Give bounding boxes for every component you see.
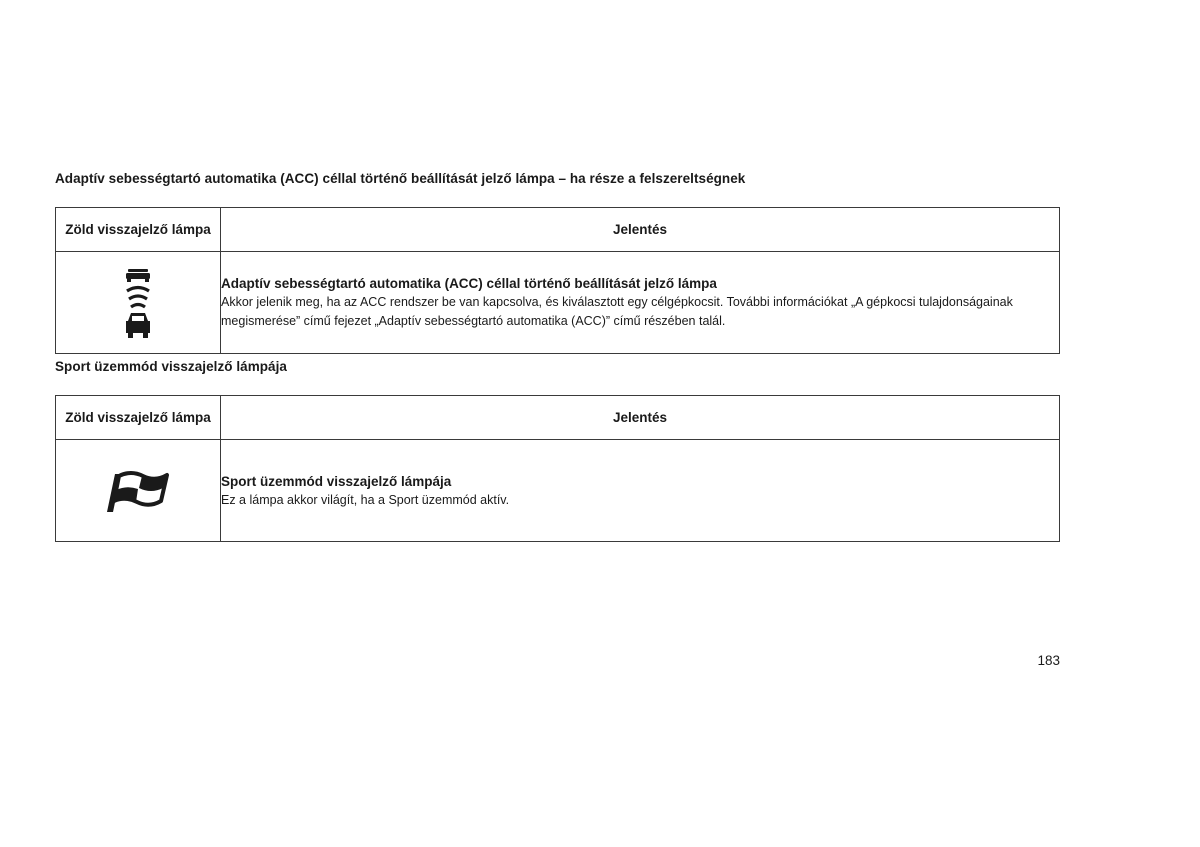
column-header-meaning: Jelentés <box>221 208 1060 252</box>
lamp-icon-cell <box>56 252 221 354</box>
table-row <box>56 440 1060 542</box>
lamp-description-cell <box>221 252 1060 354</box>
sport-flag-icon <box>105 468 171 514</box>
lamp-description: Ez a lámpa akkor világít, ha a Sport üzemmód aktív. <box>221 492 510 507</box>
column-header-lamp: Zöld visszajelző lámpa <box>56 208 221 252</box>
column-header-lamp: Zöld visszajelző lámpa <box>56 396 221 440</box>
page-number: 183 <box>1037 653 1060 668</box>
lamp-title: Adaptív sebességtartó automatika (ACC) céllal történő beállítását jelző lámpa <box>221 276 717 291</box>
section-heading-acc: Adaptív sebességtartó automatika (ACC) céllal történő beállítását jelző lámpa – ha része a felszereltségnek <box>55 171 746 186</box>
table-header-row <box>56 396 1060 440</box>
sport-lamp-table <box>55 395 1060 542</box>
acc-target-vehicle-icon <box>123 267 153 339</box>
table-row <box>56 252 1060 354</box>
section-heading-sport: Sport üzemmód visszajelző lámpája <box>55 359 287 374</box>
lamp-title: Sport üzemmód visszajelző lámpája <box>221 473 452 489</box>
acc-lamp-table <box>55 207 1060 354</box>
lamp-description: Akkor jelenik meg, ha az ACC rendszer be van kapcsolva, és kiválasztott egy célgépkocsit. További információkat „A gépkocsi tulajdonságainak megismerése” című fejezet „Adaptív sebességtartó automatika (ACC)” című részében talál. <box>221 295 1013 328</box>
column-header-meaning: Jelentés <box>221 396 1060 440</box>
lamp-icon-cell <box>56 440 221 542</box>
lamp-description-cell <box>221 440 1060 542</box>
table-header-row <box>56 208 1060 252</box>
